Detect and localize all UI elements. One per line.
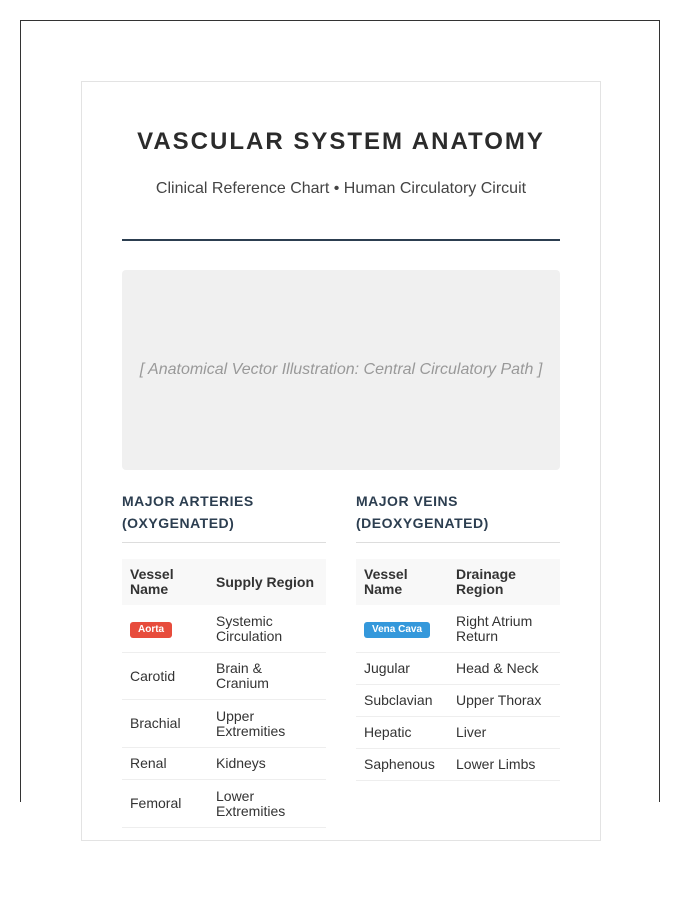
illustration-caption: [ Anatomical Vector Illustration: Central Circulatory Path ] — [139, 361, 543, 378]
vessel-cell: Saphenous — [356, 749, 448, 781]
header-divider — [122, 239, 560, 241]
region-cell: Brain & Cranium — [208, 653, 326, 700]
table-header-row — [122, 559, 326, 605]
page-subtitle: Clinical Reference Chart • Human Circulatory Circuit — [155, 180, 527, 197]
column-header-region: Drainage Region — [448, 559, 560, 605]
region-cell: Systemic Circulation — [208, 605, 326, 653]
page-frame — [20, 20, 660, 819]
arteries-section — [122, 490, 326, 828]
table-row — [122, 780, 326, 828]
table-header-row — [356, 559, 560, 605]
region-cell: Head & Neck — [448, 653, 560, 685]
illustration-placeholder — [122, 270, 560, 470]
veins-heading — [356, 490, 560, 543]
column-header-vessel: Vessel Name — [356, 559, 448, 605]
table-row — [356, 685, 560, 717]
vessel-cell — [122, 605, 208, 653]
vessel-cell: Subclavian — [356, 685, 448, 717]
veins-section — [356, 490, 560, 781]
region-cell: Lower Extremities — [208, 780, 326, 828]
table-row — [356, 605, 560, 653]
region-cell: Lower Limbs — [448, 749, 560, 781]
region-cell: Liver — [448, 717, 560, 749]
vessel-cell: Jugular — [356, 653, 448, 685]
table-row — [356, 717, 560, 749]
veins-table — [356, 559, 560, 781]
vena-cava-badge: Vena Cava — [364, 622, 430, 638]
region-cell: Right Atrium Return — [448, 605, 560, 653]
page-title: VASCULAR SYSTEM ANATOMY — [137, 128, 545, 155]
table-row — [122, 700, 326, 748]
region-cell: Upper Extremities — [208, 700, 326, 748]
vessel-cell: Femoral — [122, 780, 208, 828]
region-cell: Upper Thorax — [448, 685, 560, 717]
vessel-cell: Renal — [122, 748, 208, 780]
arteries-heading-line2: (OXYGENATED) — [122, 515, 235, 531]
veins-heading-line2: (DEOXYGENATED) — [356, 515, 489, 531]
table-row — [122, 653, 326, 700]
table-row — [122, 748, 326, 780]
reference-card — [81, 81, 601, 841]
vessel-cell: Carotid — [122, 653, 208, 700]
arteries-heading — [122, 490, 326, 543]
arteries-table — [122, 559, 326, 828]
column-header-vessel: Vessel Name — [122, 559, 208, 605]
veins-heading-line1: MAJOR VEINS — [356, 493, 458, 509]
vessel-cell: Hepatic — [356, 717, 448, 749]
vessel-cell — [356, 605, 448, 653]
region-cell: Kidneys — [208, 748, 326, 780]
vessel-cell: Brachial — [122, 700, 208, 748]
arteries-heading-line1: MAJOR ARTERIES — [122, 493, 254, 509]
column-header-region: Supply Region — [208, 559, 326, 605]
table-row — [122, 605, 326, 653]
aorta-badge: Aorta — [130, 622, 172, 638]
table-row — [356, 749, 560, 781]
table-row — [356, 653, 560, 685]
